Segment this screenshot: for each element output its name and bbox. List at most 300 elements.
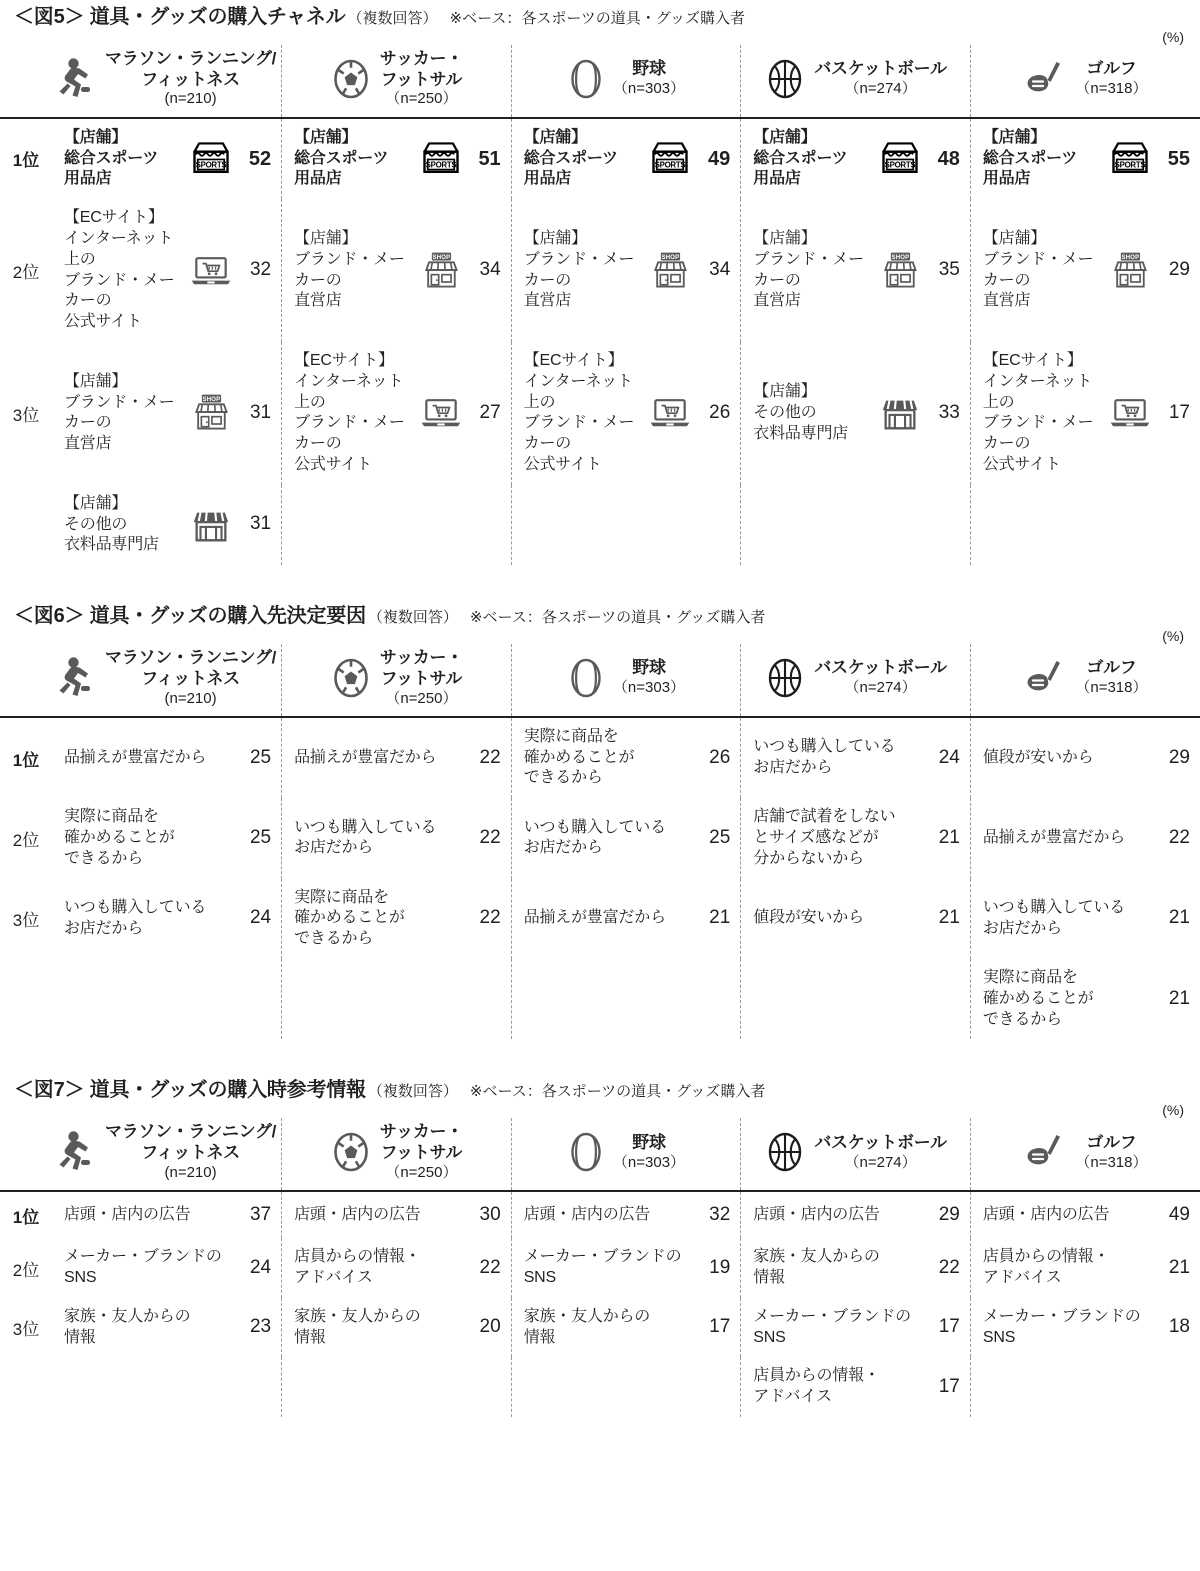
laptop-cart-icon xyxy=(648,392,692,434)
sport-name-line2: フットサル xyxy=(380,1143,463,1163)
rank-label: 2位 xyxy=(12,263,40,283)
clothing-store-icon xyxy=(189,503,233,547)
entry-empty xyxy=(52,976,281,1022)
figure-gap xyxy=(0,1039,1200,1073)
cell-4 xyxy=(741,1191,971,1238)
entry-label xyxy=(524,229,645,312)
entry xyxy=(741,1192,970,1238)
entry-value: 55 xyxy=(1167,147,1190,170)
entry-label-line: お店だから xyxy=(64,919,144,937)
entry-label-line: 確かめることが xyxy=(294,909,405,927)
rank-label: 1位 xyxy=(0,1191,52,1238)
rank-label: 3位 xyxy=(12,911,40,931)
entry-value: 22 xyxy=(479,1256,501,1278)
column-header-5 xyxy=(970,1118,1200,1191)
entry-label-line: ブランド・メーカーの xyxy=(64,271,175,310)
cell-3 xyxy=(511,485,741,565)
entry-value: 17 xyxy=(1168,401,1190,423)
entry-label-line: いつも購入している xyxy=(753,738,896,756)
cell-3 xyxy=(511,199,741,342)
table-header-row xyxy=(0,45,1200,118)
entry-label-line: 総合スポーツ xyxy=(64,149,159,167)
entry-label-line: いつも購入している xyxy=(982,899,1126,917)
entry-label-line: 店員からの情報・ xyxy=(753,1367,880,1385)
entry-icon-slot xyxy=(189,137,233,181)
entry-icon-slot xyxy=(878,248,922,294)
entry-value: 24 xyxy=(938,746,960,768)
cell-5 xyxy=(970,118,1200,199)
entry xyxy=(741,798,970,878)
entry xyxy=(971,959,1200,1039)
percent-unit-label: (%) xyxy=(1162,1102,1184,1119)
entry-label-line: 実際に商品を xyxy=(294,888,389,906)
sport-sample-size: (n=210) xyxy=(164,689,217,707)
figure-gap xyxy=(0,565,1200,599)
shop-store-icon xyxy=(878,248,922,294)
entry-label xyxy=(753,1247,926,1289)
svg-text:SHOP: SHOP xyxy=(1121,254,1140,261)
sport-sample-size: （n=303） xyxy=(612,80,686,98)
sport-header xyxy=(512,652,741,708)
cell-5 xyxy=(970,199,1200,342)
entry-label xyxy=(64,208,185,333)
entry xyxy=(971,1192,1200,1238)
sport-name-line2: フットサル xyxy=(380,69,463,89)
sport-name-line1: ゴルフ xyxy=(1086,658,1137,678)
entry-value: 21 xyxy=(1168,907,1190,929)
entry-label-line: 店頭・店内の広告 xyxy=(982,1205,1110,1223)
cell-1 xyxy=(52,1298,282,1358)
column-header-4 xyxy=(741,644,971,717)
cell-5 xyxy=(970,879,1200,959)
entry-label xyxy=(753,908,926,929)
entry-value: 31 xyxy=(249,401,272,423)
sport-header-text xyxy=(613,1133,685,1172)
figure-table xyxy=(0,644,1200,1039)
sport-header-text xyxy=(814,1133,946,1172)
entry-label-line: インターネット上の xyxy=(523,372,633,411)
shop-store-icon xyxy=(1108,248,1152,294)
entry xyxy=(282,735,511,781)
sport-header-text xyxy=(1075,59,1147,98)
entry xyxy=(512,342,741,485)
entry-label-line: インターネット上の xyxy=(982,372,1093,411)
entry-label-line: 衣料品専門店 xyxy=(64,536,159,554)
cell-3 xyxy=(511,1298,741,1358)
cell-3 xyxy=(511,879,741,959)
entry xyxy=(512,1238,741,1298)
entry-empty xyxy=(741,502,970,548)
entry-label xyxy=(753,1366,926,1408)
sport-header xyxy=(741,53,970,109)
figure-title-main: ＜図6＞ 道具・グッズの購入先決定要因 xyxy=(14,605,366,628)
basketball-icon xyxy=(764,1130,806,1174)
entry-label-line: 公式サイト xyxy=(294,455,372,473)
entry-label xyxy=(524,1205,697,1226)
column-header-5 xyxy=(970,644,1200,717)
entry-label-line: お店だから xyxy=(753,759,833,777)
entry-value: 48 xyxy=(937,147,960,170)
entry-icon-slot xyxy=(648,137,692,181)
entry-label-line: 【店舗】 xyxy=(982,128,1047,146)
entry-label-line: 【店舗】 xyxy=(753,229,817,247)
entry-label-line: アドバイス xyxy=(294,1269,373,1286)
golf-club-icon xyxy=(1023,1130,1067,1174)
header-corner-cell xyxy=(0,45,52,118)
entry-label-line: お店だから xyxy=(523,839,603,857)
cell-2 xyxy=(282,959,512,1039)
cell-4 xyxy=(741,1357,971,1417)
entry-icon-slot xyxy=(189,390,233,436)
sport-sample-size: （n=274） xyxy=(844,679,917,697)
laptop-cart-icon xyxy=(419,392,463,434)
entry-label xyxy=(64,1307,237,1349)
cell-5 xyxy=(970,717,1200,798)
entry-label-line: 店頭・店内の広告 xyxy=(294,1205,421,1223)
table-row xyxy=(0,1357,1200,1417)
sport-header-text xyxy=(105,648,276,708)
entry-icon-slot xyxy=(1108,137,1152,181)
figure-fig7 xyxy=(0,1073,1200,1433)
cell-2 xyxy=(282,118,512,199)
sport-sample-size: （n=250） xyxy=(385,1163,458,1181)
sport-name-line2: フィットネス xyxy=(141,1143,240,1163)
entry-label-line: 【店舗】 xyxy=(64,372,128,390)
column-header-1 xyxy=(52,1118,282,1191)
entry xyxy=(52,363,281,464)
entry-label xyxy=(753,1307,926,1349)
entry xyxy=(971,735,1200,781)
entry-label-line: 情報 xyxy=(294,1328,326,1346)
entry-label-line: いつも購入している xyxy=(523,818,666,836)
entry-label-line: 情報 xyxy=(64,1328,96,1346)
cell-2 xyxy=(282,717,512,798)
cell-3 xyxy=(511,342,741,485)
entry-label-line: 用品店 xyxy=(753,170,801,188)
entry-value: 21 xyxy=(1168,1256,1190,1278)
sport-name-line2: フィットネス xyxy=(141,668,240,688)
entry-label-line: できるから xyxy=(982,1010,1062,1028)
cell-2 xyxy=(282,879,512,959)
entry-label xyxy=(294,818,467,860)
sport-name-line1: バスケットボール xyxy=(814,658,947,678)
figure-title-note: ※ベース：各スポーツの道具・グッズ購入者 xyxy=(449,10,745,27)
entry-value: 26 xyxy=(709,401,731,423)
cell-5 xyxy=(970,1238,1200,1298)
entry-label-line: 実際に商品を xyxy=(523,727,619,745)
entry-label-line: 総合スポーツ xyxy=(294,149,389,167)
entry-value: 37 xyxy=(249,1203,272,1225)
entry-label-line: ブランド・メーカーの xyxy=(294,250,405,289)
entry-value: 17 xyxy=(938,1316,960,1338)
entry-label-line: いつも購入している xyxy=(294,818,437,836)
cell-4 xyxy=(741,717,971,798)
entry-label xyxy=(294,1247,467,1289)
entry-label-line: メーカー・ブランドの xyxy=(64,1248,222,1266)
sport-header xyxy=(282,1118,511,1190)
cell-5 xyxy=(970,342,1200,485)
entry-label-line: お店だから xyxy=(294,839,374,857)
entry-label-line: 【店舗】 xyxy=(64,128,128,146)
sport-name-line1: 野球 xyxy=(632,658,666,678)
table-row xyxy=(0,959,1200,1039)
entry-value: 22 xyxy=(479,827,501,848)
entry xyxy=(971,119,1200,199)
entry-label-line: アドバイス xyxy=(753,1388,832,1406)
entry-label-line: 直営店 xyxy=(523,292,572,310)
entry-label xyxy=(983,1247,1156,1289)
sport-header xyxy=(52,644,281,716)
entry-label xyxy=(524,818,697,860)
baseball-icon xyxy=(567,57,605,101)
sport-header xyxy=(512,53,741,109)
entry xyxy=(52,1238,281,1298)
entry-empty xyxy=(512,502,741,548)
entry xyxy=(52,199,281,342)
entry-label xyxy=(983,128,1104,190)
sport-header-text xyxy=(380,648,463,708)
cell-1 xyxy=(52,199,282,342)
cell-2 xyxy=(282,1357,512,1417)
entry-label-line: ブランド・メーカーの xyxy=(982,414,1094,453)
cell-4 xyxy=(741,959,971,1039)
svg-text:SHOP: SHOP xyxy=(891,254,910,261)
entry-label-line: 店舗で試着をしない xyxy=(753,808,896,826)
cell-1 xyxy=(52,485,282,565)
sport-name-line1: サッカー・ xyxy=(379,648,463,668)
entry xyxy=(282,220,511,321)
table-row xyxy=(0,1191,1200,1238)
table-row xyxy=(0,798,1200,878)
rank-label xyxy=(0,1357,52,1417)
table-row xyxy=(0,118,1200,199)
cell-1 xyxy=(52,118,282,199)
table-row xyxy=(0,1238,1200,1298)
rank-label: 1位 xyxy=(0,717,52,798)
sport-sample-size: （n=318） xyxy=(1075,1153,1148,1171)
entry-label-line: 公式サイト xyxy=(523,455,602,473)
entry xyxy=(512,809,741,869)
sport-header-text xyxy=(105,1122,276,1182)
entry-label xyxy=(753,737,926,779)
entry xyxy=(741,1298,970,1358)
cell-2 xyxy=(282,342,512,485)
entry-empty xyxy=(282,976,511,1022)
entry xyxy=(741,896,970,942)
entry-value: 19 xyxy=(709,1256,731,1278)
entry xyxy=(282,1192,511,1238)
entry-label-line: 【ECサイト】 xyxy=(294,351,394,369)
entry-label-line: ブランド・メーカーの xyxy=(753,250,864,289)
sport-header xyxy=(971,652,1200,708)
table-row xyxy=(0,342,1200,485)
entry-icon-slot xyxy=(419,137,463,181)
entry-label-line: 情報 xyxy=(523,1328,556,1346)
rank-label: 2位 xyxy=(12,1260,40,1280)
sport-sample-size: （n=318） xyxy=(1075,679,1148,697)
entry-label-line: 直営店 xyxy=(294,292,342,310)
entry-label-line: SNS xyxy=(64,1269,97,1286)
entry-label xyxy=(524,351,645,476)
entry-label-line: 【店舗】 xyxy=(64,494,128,512)
figure-title-main: ＜図7＞ 道具・グッズの購入時参考情報 xyxy=(14,1079,366,1102)
entry-empty xyxy=(282,1364,511,1410)
entry-label xyxy=(983,828,1156,849)
entry xyxy=(52,1298,281,1358)
cell-4 xyxy=(741,879,971,959)
entry-label-line: ブランド・メーカーの xyxy=(523,250,635,289)
entry xyxy=(282,879,511,959)
entry-label-line: 値段が安いから xyxy=(982,748,1094,766)
entry-label-line: 公式サイト xyxy=(64,313,142,331)
entry-empty xyxy=(971,1364,1200,1410)
entry-label-line: できるから xyxy=(64,849,144,867)
figure-table xyxy=(0,1118,1200,1417)
shop-store-icon xyxy=(648,248,692,294)
cell-1 xyxy=(52,1357,282,1417)
figure-fig6 xyxy=(0,599,1200,1073)
entry-label-line: 【店舗】 xyxy=(753,128,817,146)
entry-label xyxy=(294,351,415,476)
cell-4 xyxy=(741,798,971,878)
svg-text:SPORTS: SPORTS xyxy=(1114,160,1146,170)
cell-4 xyxy=(741,1238,971,1298)
entry-label-line: 用品店 xyxy=(982,170,1031,188)
entry-label xyxy=(983,1205,1156,1226)
entry-label-line: ブランド・メーカーの xyxy=(64,393,175,432)
entry-label xyxy=(64,898,237,940)
cell-2 xyxy=(282,1298,512,1358)
entry-label xyxy=(294,1307,467,1349)
entry xyxy=(741,119,970,199)
entry-label xyxy=(64,372,185,455)
cell-3 xyxy=(511,1191,741,1238)
sport-header-text xyxy=(380,49,463,109)
entry-icon-slot xyxy=(419,392,463,434)
entry-value: 21 xyxy=(938,907,960,929)
figure-title xyxy=(0,0,1200,29)
entry-value: 35 xyxy=(938,259,960,281)
cell-1 xyxy=(52,879,282,959)
sport-name-line1: バスケットボール xyxy=(814,59,947,79)
entry-value: 27 xyxy=(479,401,501,423)
entry-label xyxy=(64,807,237,869)
entry xyxy=(52,735,281,781)
entry-label-line: 家族・友人からの xyxy=(64,1307,191,1325)
cell-5 xyxy=(970,959,1200,1039)
entry-empty xyxy=(52,1364,281,1410)
entry-label-line: 確かめることが xyxy=(64,829,175,847)
soccer-ball-icon xyxy=(330,1130,372,1174)
entry-label xyxy=(294,128,415,190)
entry-label-line: 直営店 xyxy=(753,292,801,310)
entry-label-line: 品揃えが豊富だから xyxy=(523,909,666,927)
svg-text:SPORTS: SPORTS xyxy=(654,160,686,170)
entry-label-line: 情報 xyxy=(753,1269,785,1286)
entry xyxy=(741,1238,970,1298)
entry xyxy=(282,1238,511,1298)
entry-label xyxy=(64,1205,237,1226)
svg-text:SHOP: SHOP xyxy=(432,254,451,261)
svg-text:SHOP: SHOP xyxy=(661,254,680,261)
entry xyxy=(282,1298,511,1358)
entry-label xyxy=(983,351,1104,476)
sport-header xyxy=(971,53,1200,109)
basketball-icon xyxy=(764,656,806,700)
entry-label-line: 実際に商品を xyxy=(982,969,1078,987)
sport-header-text xyxy=(380,1122,463,1182)
sport-header xyxy=(52,1118,281,1190)
entry-label-line: 確かめることが xyxy=(982,989,1094,1007)
entry-label-line: できるから xyxy=(294,930,374,948)
entry-value: 20 xyxy=(479,1316,501,1338)
entry-label-line: 店頭・店内の広告 xyxy=(64,1205,191,1223)
entry xyxy=(52,798,281,878)
entry-label-line: 品揃えが豊富だから xyxy=(294,748,437,766)
entry-label-line: 確かめることが xyxy=(523,748,635,766)
sport-header xyxy=(52,45,281,117)
figure-title-main: ＜図5＞ 道具・グッズの購入チャネル xyxy=(14,6,346,28)
entry xyxy=(52,889,281,949)
entry-icon-slot xyxy=(648,248,692,294)
entry xyxy=(971,220,1200,321)
entry-label xyxy=(753,128,874,190)
running-icon xyxy=(57,1130,97,1174)
cell-5 xyxy=(970,485,1200,565)
column-header-3 xyxy=(511,644,741,717)
entry-value: 29 xyxy=(1168,746,1190,768)
svg-text:SHOP: SHOP xyxy=(202,397,221,404)
cell-3 xyxy=(511,798,741,878)
sport-header xyxy=(971,1126,1200,1182)
entry-label-line: 【店舗】 xyxy=(294,128,358,146)
cell-4 xyxy=(741,1298,971,1358)
entry-label-line: 総合スポーツ xyxy=(982,149,1078,167)
entry-label-line: 公式サイト xyxy=(982,455,1061,473)
entry-label-line: 【店舗】 xyxy=(294,229,358,247)
golf-club-icon xyxy=(1023,656,1067,700)
entry-label-line: SNS xyxy=(982,1328,1016,1346)
entry xyxy=(282,342,511,485)
entry xyxy=(512,896,741,942)
entry-label xyxy=(983,229,1104,312)
entry-label-line: SNS xyxy=(753,1328,786,1346)
cell-5 xyxy=(970,1357,1200,1417)
sports-store-icon xyxy=(1108,137,1152,181)
column-header-4 xyxy=(741,1118,971,1191)
entry-label-line: 【ECサイト】 xyxy=(523,351,624,369)
cell-5 xyxy=(970,798,1200,878)
cell-3 xyxy=(511,1357,741,1417)
entry-value: 30 xyxy=(479,1203,501,1225)
entry-label-line: 品揃えが豊富だから xyxy=(982,829,1126,847)
entry-label-line: インターネット上の xyxy=(294,372,404,411)
column-header-3 xyxy=(511,45,741,118)
sport-sample-size: (n=210) xyxy=(164,1163,217,1181)
entry-icon-slot xyxy=(648,392,692,434)
cell-4 xyxy=(741,342,971,485)
percent-unit-label: (%) xyxy=(1162,29,1184,45)
entry xyxy=(512,718,741,798)
entry xyxy=(971,889,1200,949)
entry xyxy=(52,1192,281,1238)
entry-value: 51 xyxy=(478,147,501,170)
entry-label xyxy=(294,229,415,312)
entry xyxy=(971,815,1200,861)
svg-text:SPORTS: SPORTS xyxy=(195,160,227,170)
entry-label xyxy=(524,908,697,929)
column-header-1 xyxy=(52,45,282,118)
